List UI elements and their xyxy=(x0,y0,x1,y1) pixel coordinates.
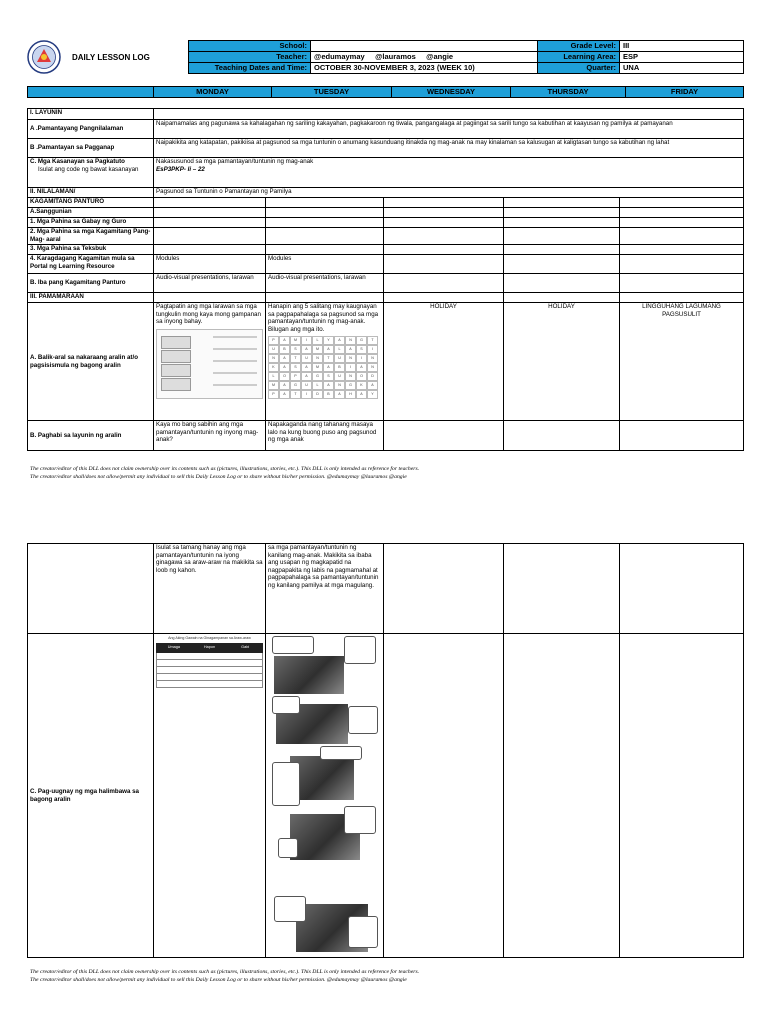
teacher-label: Teacher: xyxy=(189,52,311,63)
paghabi-mon: Kaya mo bang sabihin ang mga pamantayan/tuntunin ng inyong mag-anak? xyxy=(154,421,266,451)
word-search-cell: A xyxy=(345,345,356,354)
word-search-cell: Y xyxy=(367,390,378,399)
days-corner xyxy=(28,87,154,98)
col-gabi: Gabi xyxy=(241,644,250,649)
day-thursday: THURSDAY xyxy=(511,87,626,98)
word-search-cell: A xyxy=(279,390,290,399)
paguugnay-mon xyxy=(154,634,266,958)
word-search-cell: T xyxy=(367,336,378,345)
word-search-cell: U xyxy=(334,354,345,363)
dates-value: OCTOBER 30-NOVEMBER 3, 2023 (WEEK 10) xyxy=(311,63,538,74)
word-search-grid xyxy=(268,336,378,399)
holiday-wed: HOLIDAY xyxy=(384,303,504,421)
matching-activity-image xyxy=(156,329,263,399)
word-search-cell: L xyxy=(312,381,323,390)
row-gabay: 1. Mga Pahina sa Gabay ng Guro xyxy=(28,218,154,228)
word-search-cell: N xyxy=(345,372,356,381)
row-pamantayang-text: Naipamamalas ang pagunawa sa kahalagahan ng sariling kakayahan, pagkakaroon ng tiwala, pangangalaga at pagiingat sa sarili tungo sa kabutihan at kaayusan ng pamilya at pamayanan xyxy=(154,120,744,139)
word-search-cell: A xyxy=(301,363,312,372)
word-search-cell: B xyxy=(279,345,290,354)
kasanayan-sub: Isulat ang code ng bawat kasanayan xyxy=(38,165,139,173)
footer-line1: The creator/editor of this DLL does not claim ownership over its contents such as (pictures, illustrations, stories, etc.). This DLL is only intended as reference for teachers. xyxy=(30,466,420,472)
word-search-cell: D xyxy=(312,390,323,399)
word-search-cell: A xyxy=(279,363,290,372)
word-search-cell: G xyxy=(312,372,323,381)
quarter-label: Quarter: xyxy=(538,63,620,74)
row-kasanayan-label xyxy=(28,158,154,188)
word-search-cell: I xyxy=(367,345,378,354)
modules-tue: Modules xyxy=(266,255,384,274)
word-search-cell: T xyxy=(323,354,334,363)
word-search-cell: N xyxy=(334,381,345,390)
kasanayan-code: EsP3PKP- Ii – 22 xyxy=(156,165,205,173)
row-kasanayan-text xyxy=(154,158,744,188)
tasks-caption: Ang Aking Gawain na Ginagampanan sa Araw-araw xyxy=(168,636,251,640)
daily-tasks-table-image xyxy=(156,635,263,688)
row-nilalaman-text: Pagsunod sa Tuntunin o Pamantayan ng Pamilya xyxy=(154,188,744,198)
school-value xyxy=(311,41,538,52)
word-search-cell: G xyxy=(345,381,356,390)
word-search-cell: A xyxy=(279,381,290,390)
word-search-cell: L xyxy=(312,336,323,345)
word-search-cell: M xyxy=(312,363,323,372)
word-search-cell: A xyxy=(301,345,312,354)
word-search-cell: P xyxy=(268,390,279,399)
row-teksbuk: 3. Mga Pahina sa Teksbuk xyxy=(28,245,154,255)
word-search-cell: A xyxy=(334,390,345,399)
word-search-cell: I xyxy=(356,354,367,363)
grade-label: Grade Level: xyxy=(538,41,620,52)
row-kagamitang-pang: 2. Mga Pahina sa mga Kagamitang Pang- Mag- aaral xyxy=(28,228,154,245)
row-pagganap-text: Naipakikita ang katapatan, pakikiisa at pagsunod sa mga tuntunin o anumang kasunduang itinakda ng mag-anak na may kinalaman sa kalusugan at kaligtasan tungo sa kabutihan ng lahat xyxy=(154,139,744,158)
word-search-cell: G xyxy=(356,336,367,345)
day-monday: MONDAY xyxy=(154,87,272,98)
col-hapon: Hapon xyxy=(203,644,216,649)
tasks-header xyxy=(156,643,263,653)
deped-seal xyxy=(27,40,61,74)
area-label: Learning Area: xyxy=(538,52,620,63)
word-search-cell: S xyxy=(356,345,367,354)
footer-line2-p2: The creator/editor shall/does not allow/permit any individual to sell this Daily Lesson Log or to share without his/her permission. @edumaymay @lauramos @angie xyxy=(30,976,407,983)
word-search-cell: A xyxy=(323,345,334,354)
word-search-cell: N xyxy=(367,363,378,372)
lesson-table-page1 xyxy=(27,108,744,451)
row-sanggunian: A.Sanggunian xyxy=(28,208,154,218)
quarter-value: UNA xyxy=(620,63,744,74)
word-search-cell: O xyxy=(279,372,290,381)
grade-value: III xyxy=(620,41,744,52)
word-search-cell: T xyxy=(290,354,301,363)
word-search-cell: S xyxy=(290,345,301,354)
document-title: DAILY LESSON LOG xyxy=(72,53,150,62)
word-search-cell: A xyxy=(367,381,378,390)
col-umaga: Umaga xyxy=(167,644,180,649)
kasanayan-title: C. Mga Kasanayan sa Pagkatuto xyxy=(30,158,125,165)
word-search-cell: B xyxy=(323,390,334,399)
word-search-cell: D xyxy=(367,372,378,381)
word-search-cell: A xyxy=(323,363,334,372)
day-wednesday: WEDNESDAY xyxy=(392,87,511,98)
balik-mon-text: Pagtapatin ang mga larawan sa mga tungkulin mong kaya mong gampanan sa inyong bahay. xyxy=(156,303,261,326)
word-search-cell: P xyxy=(268,336,279,345)
row-paguugnay-label: C. Pag-uugnay ng mga halimbawa sa bagong aralin xyxy=(28,634,154,958)
word-search-cell: S xyxy=(323,372,334,381)
cont-tue: sa mga pamantayan/tuntunin ng kanilang mag-anak. Makikita sa ibaba ang usapan ng magkapatid na nagpapakita ng labis na pagmamahal at pagpapahalaga sa pamantayan/tuntunin ng kanilang pamilya at mga magulang. xyxy=(266,544,384,634)
day-tuesday: TUESDAY xyxy=(272,87,392,98)
row-iba-pang: B. Iba pang Kagamitang Panturo xyxy=(28,274,154,293)
av-mon: Audio-visual presentations, larawan xyxy=(154,274,266,293)
word-search-cell: A xyxy=(356,363,367,372)
word-search-cell: K xyxy=(356,381,367,390)
area-value: ESP xyxy=(620,52,744,63)
word-search-cell: Y xyxy=(323,336,334,345)
word-search-cell: U xyxy=(301,354,312,363)
word-search-cell: A xyxy=(279,336,290,345)
word-search-cell: L xyxy=(268,372,279,381)
paguugnay-tue xyxy=(266,634,384,958)
row-layunin: I. LAYUNIN xyxy=(28,109,154,120)
word-search-cell: A xyxy=(356,390,367,399)
balik-tue-text: Hanapin ang 5 salitang may kaugnayan sa pagpapahalaga sa pagsunod sa mga pamantayan/tuntunin ng mag-anak. Bilugan ang mga ito. xyxy=(268,303,379,333)
word-search-cell: M xyxy=(312,345,323,354)
word-search-cell: I xyxy=(301,336,312,345)
row-nilalaman-label: II. NILALAMAN/ xyxy=(28,188,154,198)
school-label: School: xyxy=(189,41,311,52)
row-pamantayang-label: A .Pamantayang Pangnilalaman xyxy=(28,120,154,139)
word-search-cell: K xyxy=(268,363,279,372)
paghabi-tue: Napakaganda nang tahanang masaya lalo na kung buong puso ang pagsunod ng mga anak xyxy=(266,421,384,451)
modules-mon: Modules xyxy=(154,255,266,274)
word-search-cell: A xyxy=(279,354,290,363)
word-search-cell: L xyxy=(334,345,345,354)
balik-tue xyxy=(266,303,384,421)
row-kagamitan: KAGAMITANG PANTURO xyxy=(28,198,154,208)
cont-mon: Isulat sa tamang hanay ang mga pamantayan/tuntunin na iyong ginagawa sa araw-araw na makikita sa loob ng kahon. xyxy=(154,544,266,634)
word-search-cell: A xyxy=(301,372,312,381)
footer-page1 xyxy=(30,466,750,482)
kasanayan-text: Nakasusunod sa mga pamantayan/tuntunin ng mag-anak xyxy=(156,158,314,165)
word-search-cell: M xyxy=(290,336,301,345)
row-balik-label: A. Balik-aral sa nakaraang aralin at/o pagsisismula ng bagong aralin xyxy=(28,303,154,421)
row-pamamaraan: III. PAMAMARAAN xyxy=(28,293,154,303)
word-search-cell: G xyxy=(290,381,301,390)
teacher-value: @edumaymay @lauramos @angie xyxy=(311,52,538,63)
word-search-cell: U xyxy=(268,345,279,354)
word-search-cell: U xyxy=(301,381,312,390)
footer-line1-p2: The creator/editor of this DLL does not claim ownership over its contents such as (pictures, illustrations, stories, etc.). This DLL is only intended as reference for teachers. xyxy=(30,969,420,975)
dates-label: Teaching Dates and Time: xyxy=(189,63,311,74)
word-search-cell: N xyxy=(345,354,356,363)
footer-page2 xyxy=(30,969,750,985)
word-search-cell: N xyxy=(345,336,356,345)
footer-line2: The creator/editor shall/does not allow/permit any individual to sell this Daily Lesson Log or to share without his/her permission. @edumaymay @lauramos @angie xyxy=(30,473,407,480)
day-friday: FRIDAY xyxy=(626,87,744,98)
word-search-cell: P xyxy=(290,372,301,381)
holiday-thu: HOLIDAY xyxy=(504,303,620,421)
word-search-cell: A xyxy=(323,381,334,390)
word-search-cell: U xyxy=(334,372,345,381)
word-search-cell: S xyxy=(290,363,301,372)
header-info-table xyxy=(188,40,744,74)
row-paghabi-label: B. Paghabi sa layunin ng aralin xyxy=(28,421,154,451)
word-search-cell: B xyxy=(334,363,345,372)
word-search-cell: N xyxy=(367,354,378,363)
balik-mon xyxy=(154,303,266,421)
word-search-cell: N xyxy=(312,354,323,363)
comic-illustration xyxy=(270,634,380,954)
row-karagdagang: 4. Karagdagang Kagamitan mula sa Portal ng Learning Resource xyxy=(28,255,154,274)
word-search-cell: H xyxy=(345,390,356,399)
lesson-table-page2 xyxy=(27,543,744,958)
days-header xyxy=(27,86,744,98)
word-search-cell: T xyxy=(290,390,301,399)
word-search-cell: A xyxy=(334,336,345,345)
lingguhan-fri: LINGGUHANG LAGUMANG PAGSUSULIT xyxy=(620,303,744,421)
row-pagganap-label: B .Pamantayan sa Pagganap xyxy=(28,139,154,158)
word-search-cell: I xyxy=(301,390,312,399)
word-search-cell: O xyxy=(356,372,367,381)
word-search-cell: N xyxy=(268,354,279,363)
word-search-cell: M xyxy=(268,381,279,390)
word-search-cell: I xyxy=(345,363,356,372)
av-tue: Audio-visual presentations, larawan xyxy=(266,274,384,293)
